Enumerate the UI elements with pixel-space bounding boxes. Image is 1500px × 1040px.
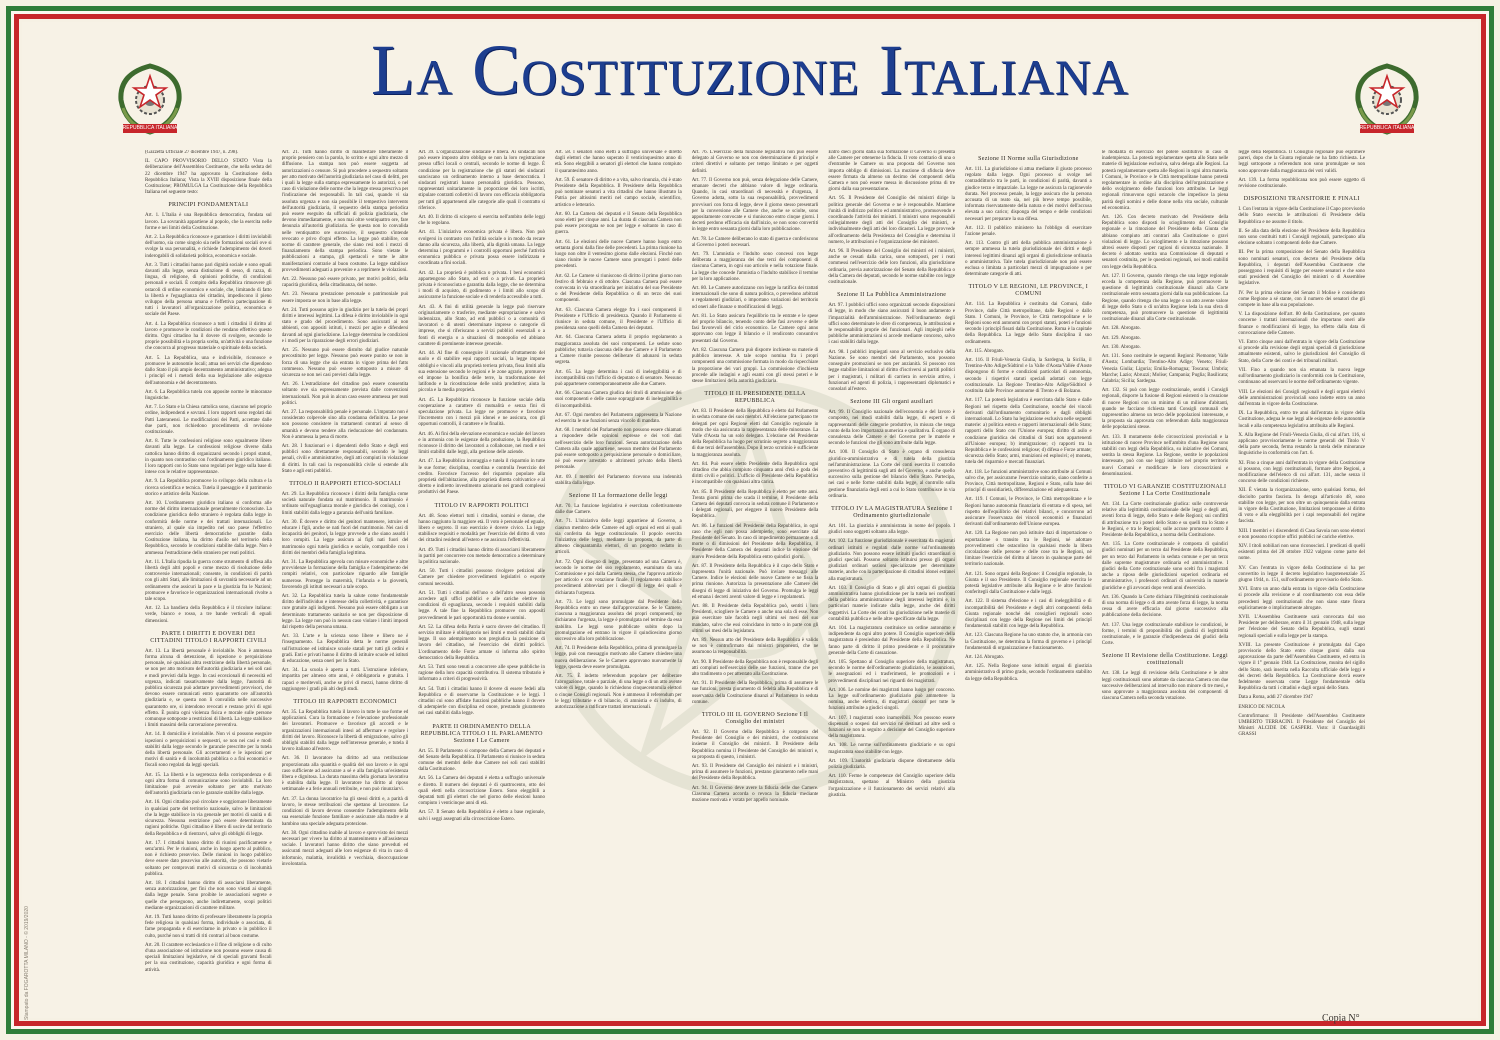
section-heading: TITOLO III RAPPORTI ECONOMICI (293, 699, 397, 706)
text-column (965, 150, 1092, 1030)
section-heading: Sezione II Revisione della Costituzione. Leggi costituzionali (1102, 653, 1228, 667)
article-text: Art. 32. La Repubblica tutela la salute come fondamentale diritto dell'individuo e interesse della collettività, e garantisce cure gratuite agli indigenti. Nessuno può essere obbligato a un determinato trattamento sanitario se non per disposizione di legge. La legge non può in nessun caso violare i limiti imposti dal rispetto della persona umana. (281, 594, 409, 631)
article-text: Art. 91. Il Presidente della Repubblica, prima di assumere le sue funzioni, presta giuramento di fedeltà alla Repubblica e di osservanza della Costituzione dinanzi al Parlamento in seduta comune. (691, 681, 819, 705)
article-text: Art. 129. Abrogato. (1101, 335, 1141, 341)
article-text: Art. 68. I membri del Parlamento non possono essere chiamati a rispondere delle opinioni espresse e dei voti dati nell'esercizio delle loro funzioni. Senza autorizzazione della Camera alla quale appartiene, nessun membro del Parlamento può essere sottoposto a perquisizione personale o domiciliare, né può essere arrestato o altrimenti privato della libertà personale. (555, 428, 682, 471)
article-text: Art. 86. Le funzioni del Presidente della Repubblica, in ogni caso che egli non possa adempierle, sono esercitate dal Presidente del Senato. In caso di impedimento permanente o di morte o di dimissioni del Presidente della Repubblica, il Presidente della Camera dei deputati indice la elezione del nuovo Presidente della Repubblica entro quindici giorni. (691, 523, 819, 560)
article-text: Art. 49. Tutti i cittadini hanno diritto di associarsi liberamente in partiti per concorrere con metodo democratico a determinare la politica nazionale. (418, 547, 546, 565)
article-text: Art. 83. Il Presidente della Repubblica è eletto dal Parlamento in seduta comune dei suoi membri. All'elezione partecipano tre delegati per ogni Regione eletti dal Consiglio regionale in modo che sia assicurata la rappresentanza delle minoranze. La Valle d'Aosta ha un solo delegato. L'elezione del Presidente della Repubblica ha luogo per scrutinio segreto a maggioranza di due terzi dell'assemblea. Dopo il terzo scrutinio è sufficiente la maggioranza assoluta. (691, 409, 819, 458)
article-text: Art. 87. Il Presidente della Repubblica è il capo dello Stato e rappresenta l'unità nazionale. Può inviare messaggi alle Camere. Indice le elezioni delle nuove Camere e ne fissa la prima riunione. Autorizza la presentazione alle Camere dei disegni di legge di iniziativa del Governo. Promulga le leggi ed emana i decreti aventi valore di legge e i regolamenti. (691, 563, 819, 600)
article-text: legge della Repubblica. Il Consiglio regionale può esprimere pareri, dopo che la Giunta regionale ne ha fatto richiesta. Le leggi sottoposte a referendum non sono promulgate se non sono approvate dalla maggioranza dei voti validi. (1238, 150, 1366, 174)
article-text: Art. 89. Nessun atto del Presidente della Repubblica è valido se non è controfirmato dai ministri proponenti, che ne assumono la responsabilità. (691, 638, 819, 656)
article-text: Art. 29. La Repubblica riconosce i diritti della famiglia come società naturale fondata sul matrimonio. Il matrimonio è ordinato sull'eguaglianza morale e giuridica dei coniugi, con i limiti stabiliti dalla legge a garanzia dell'unità familiare. (281, 491, 409, 516)
article-text: Art. 11. L'Italia ripudia la guerra come strumento di offesa alla libertà degli altri popoli e come mezzo di risoluzione delle controversie internazionali; consente, in condizioni di parità con gli altri Stati, alle limitazioni di sovranità necessarie ad un ordinamento che assicuri la pace e la giustizia fra le Nazioni; promuove e favorisce le organizzazioni internazionali rivolte a tale scopo. (145, 559, 272, 602)
article-text: Art. 30. È dovere e diritto dei genitori mantenere, istruire ed educare i figli, anche se nati fuori del matrimonio. Nei casi di incapacità dei genitori, la legge provvede a che siano assolti i loro compiti. La legge assicura ai figli nati fuori del matrimonio ogni tutela giuridica e sociale, compatibile con i diritti dei membri della famiglia legittima. (281, 519, 409, 556)
article-text: Art. 109. L'autorità giudiziaria dispone direttamente della polizia giudiziaria. (828, 758, 956, 771)
article-text: I. Con l'entrata in vigore della Costituzione il Capo provvisorio dello Stato esercita le attribuzioni di Presidente della Repubblica e ne assume il titolo. (1238, 207, 1366, 225)
article-text: Art. 53. Tutti sono tenuti a concorrere alle spese pubbliche in ragione della loro capacità contributiva. Il sistema tributario è informato a criteri di progressività. (418, 665, 546, 683)
article-text: Art. 65. La legge determina i casi di ineleggibilità e di incompatibilità con l'ufficio di deputato o di senatore. Nessuno può appartenere contemporaneamente alle due Camere. (555, 369, 682, 387)
article-text: Art. 73. Le leggi sono promulgate dal Presidente della Repubblica entro un mese dall'approvazione. Se le Camere, ciascuna a maggioranza assoluta dei propri componenti, ne dichiarano l'urgenza, la legge è promulgata nel termine da essa stabilito. Le leggi sono pubblicate subito dopo la promulgazione ed entrano in vigore il quindicesimo giorno successivo alla loro pubblicazione. (555, 599, 682, 643)
article-text: Art. 23. Nessuna prestazione personale o patrimoniale può essere imposta se non in base alla legge. (281, 292, 409, 304)
section-heading: PRINCIPI FONDAMENTALI (168, 202, 249, 209)
article-text: Art. 2. La Repubblica riconosce e garantisce i diritti inviolabili dell'uomo, sia come singolo sia nelle formazioni sociali ove si svolge la sua personalità, e richiede l'adempimento dei doveri inderogabili di solidarietà politica, economica e sociale. (145, 235, 272, 259)
section-heading: TITOLO III IL GOVERNO Sezione I Il Consiglio dei ministri (701, 712, 809, 726)
section-heading: Sezione III Gli organi ausiliari (850, 399, 934, 406)
article-text: Art. 139. La forma repubblicana non può essere oggetto di revisione costituzionale. (1238, 177, 1366, 190)
article-text: Art. 114. La Repubblica è costituita dai Comuni, dalle Province, dalle Città metropolitane, dalle Regioni e dallo Stato. I Comuni, le Province, le Città metropolitane e le Regioni sono enti autonomi con propri statuti, poteri e funzioni secondo i principî fissati dalla Costituzione. Roma è la capitale della Repubblica. La legge dello Stato disciplina il suo ordinamento. (965, 302, 1092, 345)
article-text: Art. 108. Le norme sull'ordinamento giudiziario e su ogni magistratura sono stabilite con legge. (828, 743, 956, 755)
section-heading: TITOLO VI GARANZIE COSTITUZIONALI Sezione I La Corte Costituzionale (1103, 483, 1227, 497)
article-text: Art. 122. Il sistema d'elezione e i casi di ineleggibilità e di incompatibilità del Presidente e degli altri componenti della Giunta regionale nonché dei consiglieri regionali sono disciplinati con legge della Regione nei limiti dei principî fondamentali stabiliti con legge della Repubblica. (965, 599, 1092, 630)
article-text: Art. 33. L'arte e la scienza sono libere e libero ne è l'insegnamento. La Repubblica detta le norme generali sull'istruzione ed istituisce scuole statali per tutti gli ordini e gradi. Enti e privati hanno il diritto di istituire scuole ed istituti di educazione, senza oneri per lo Stato. (281, 634, 409, 665)
text-column (282, 150, 409, 1030)
article-text: Art. 63. Ciascuna Camera elegge fra i suoi componenti il Presidente e l'Ufficio di presidenza. Quando il Parlamento si riunisce in seduta comune, il Presidente e l'Ufficio di presidenza sono quelli della Camera dei deputati. (555, 307, 682, 332)
article-text: Art. 128. Abrogato. (1101, 326, 1141, 332)
article-text: Art. 134. La Corte costituzionale giudica: sulle controversie relative alla legittimità costituzionale delle leggi e degli atti, aventi forza di legge, dello Stato e delle Regioni; sui conflitti di attribuzione tra i poteri dello Stato e su quelli tra lo Stato e le Regioni, e tra le Regioni; sulle accuse promosse contro il Presidente della Repubblica, a norma della Costituzione. (1101, 501, 1229, 538)
article-text: Art. 88. Il Presidente della Repubblica può, sentiti i loro Presidenti, sciogliere le Camere o anche una sola di esse. Non può esercitare tale facoltà negli ultimi sei mesi del suo mandato, salvo che essi coincidano in tutto o in parte con gli ultimi sei mesi della legislatura. (691, 604, 819, 634)
copy-number-label: Copia N° (1322, 1013, 1360, 1024)
article-text: XIV. I titoli nobiliari non sono riconosciuti. I predicati di quelli esistenti prima del 28 ottobre 1922 valgono come parte del nome. (1238, 543, 1366, 562)
article-text: Art. 92. Il Governo della Repubblica è composto del Presidente del Consiglio e dei ministri, che costituiscono insieme il Consiglio dei ministri. Il Presidente della Repubblica nomina il Presidente del Consiglio dei ministri e, su proposta di questo, i ministri. (691, 730, 819, 760)
article-text: Art. 26. L'estradizione del cittadino può essere consentita soltanto ove sia espressamente prevista dalle convenzioni internazionali. Non può in alcun caso essere ammessa per reati politici. (281, 382, 409, 406)
article-text: Art. 85. Il Presidente della Repubblica è eletto per sette anni. Trenta giorni prima che scada il termine, il Presidente della Camera dei deputati convoca in seduta comune il Parlamento e i delegati regionali, per eleggere il nuovo Presidente della Repubblica. (691, 489, 819, 520)
article-text: Art. 135. La Corte costituzionale è composta di quindici giudici nominati per un terzo dal Presidente della Repubblica, per un terzo dal Parlamento in seduta comune e per un terzo dalle supreme magistrature ordinaria ed amministrative. I giudici della Corte costituzionale sono scelti fra i magistrati anche a riposo delle giurisdizioni superiori ordinaria ed amministrative, i professori ordinari di università in materie giuridiche e gli avvocati dopo venti anni d'esercizio. (1101, 542, 1229, 591)
article-text: Art. 132. Si può con legge costituzionale, sentiti i Consigli regionali, disporre la fusione di Regioni esistenti o la creazione di nuove Regioni con un minimo di un milione d'abitanti, quando ne facciano richiesta tanti Consigli comunali che rappresentino almeno un terzo delle popolazioni interessate, e la proposta sia approvata con referendum dalla maggioranza delle popolazioni stesse. (1101, 388, 1229, 431)
article-text: IV. Per la prima elezione del Senato il Molise è considerato come Regione a sé stante, con il numero dei senatori che gli compete in base alla sua popolazione. (1238, 290, 1366, 309)
article-text: ENRICO DE NICOLA (1238, 704, 1286, 710)
article-text: Art. 72. Ogni disegno di legge, presentato ad una Camera è, secondo le norme del suo regolamento, esaminato da una Commissione e poi dalla Camera stessa, che l'approva articolo per articolo e con votazione finale. Il regolamento stabilisce procedimenti abbreviati per i disegni di legge dei quali è dichiarata l'urgenza. (555, 559, 682, 596)
section-heading: Sezione II La Pubblica Amministrazione (837, 292, 947, 299)
text-column (692, 150, 819, 1030)
article-text: Art. 35. La Repubblica tutela il lavoro in tutte le sue forme ed applicazioni. Cura la formazione e l'elevazione professionale dei lavoratori. Promuove e favorisce gli accordi e le organizzazioni internazionali intesi ad affermare e regolare i diritti del lavoro. Riconosce la libertà di emigrazione, salvo gli obblighi stabiliti dalla legge nell'interesse generale, e tutela il lavoro italiano all'estero. (281, 710, 409, 753)
article-text: Art. 126. Con decreto motivato del Presidente della Repubblica sono disposti lo scioglimento del Consiglio regionale e la rimozione del Presidente della Giunta che abbiano compiuto atti contrari alla Costituzione o gravi violazioni di legge. Lo scioglimento e la rimozione possono altresì essere disposti per ragioni di sicurezza nazionale. Il decreto è adottato sentita una Commissione di deputati e senatori costituita, per le questioni regionali, nei modi stabiliti con legge della Repubblica. (1101, 215, 1229, 270)
article-text: IX. La Repubblica, entro tre anni dall'entrata in vigore della Costituzione, adegua le sue leggi alle esigenze delle autonomie locali e alla competenza legislativa attribuita alle Regioni. (1238, 411, 1366, 429)
article-text: Art. 47. La Repubblica incoraggia e tutela il risparmio in tutte le sue forme; disciplina, coordina e controlla l'esercizio del credito. Favorisce l'accesso del risparmio popolare alla proprietà dell'abitazione, alla proprietà diretta coltivatrice e al diretto e indiretto investimento azionario nei grandi complessi produttivi del Paese. (418, 459, 546, 496)
article-text: II. Se alla data della elezione del Presidente della Repubblica non sono costituiti tutti i Consigli regionali, partecipano alla elezione soltanto i componenti delle due Camere. (1238, 228, 1366, 247)
article-text: Art. 70. La funzione legislativa è esercitata collettivamente dalle due Camere. (555, 503, 682, 516)
article-text: Art. 56. La Camera dei deputati è eletta a suffragio universale e diretto. Il numero dei deputati è di quattrocento, otto dei quali eletti nella circoscrizione Estero. Sono eleggibili a deputati tutti gli elettori che nel giorno delle elezioni hanno compiuto i venticinque anni di età. (418, 776, 546, 807)
article-text: Art. 31. La Repubblica agevola con misure economiche e altre provvidenze la formazione della famiglia e l'adempimento dei compiti relativi, con particolare riguardo alle famiglie numerose. Protegge la maternità, l'infanzia e la gioventù, favorendo gli istituti necessari a tale scopo. (281, 559, 409, 590)
article-text: Art. 19. Tutti hanno diritto di professare liberamente la propria fede religiosa in qualsiasi forma, individuale o associata, di farne propaganda e di esercitarne in privato o in pubblico il culto, purché non si tratti di riti contrari al buon costume. (145, 914, 272, 939)
section-heading: TITOLO II IL PRESIDENTE DELLA REPUBBLICA (704, 391, 806, 405)
article-text: le modalità di esercizio del potere sostitutivo in caso di inadempienza. La potestà regolamentare spetta allo Stato nelle materie di legislazione esclusiva, salva delega alle Regioni. La potestà regolamentare spetta alle Regioni in ogni altra materia. I Comuni, le Province e le Città metropolitane hanno potestà regolamentare in ordine alla disciplina dell'organizzazione e dello svolgimento delle funzioni loro attribuite. Le leggi regionali rimuovono ogni ostacolo che impedisce la piena parità degli uomini e delle donne nella vita sociale, culturale ed economica. (1101, 150, 1229, 211)
text-column (418, 150, 545, 1030)
emblem-ribbon-label-left: REPUBBLICA ITALIANA (122, 125, 178, 131)
article-text: Art. 93. Il Presidente del Consiglio dei ministri e i ministri, prima di assumere le funzioni, prestano giuramento nelle mani del Presidente della Repubblica. (691, 764, 819, 782)
print-note-text: Stampato da FOGAROTTA MILANO - © 2019/2020 (24, 906, 30, 1020)
article-text: Art. 28. I funzionari e i dipendenti dello Stato e degli enti pubblici sono direttamente responsabili, secondo le leggi penali, civili e amministrative, degli atti compiuti in violazione di diritti. In tali casi la responsabilità civile si estende allo Stato e agli enti pubblici. (281, 443, 409, 474)
article-text: Art. 10. L'ordinamento giuridico italiano si conforma alle norme del diritto internazionale generalmente riconosciute. La condizione giuridica dello straniero è regolata dalla legge in conformità delle norme e dei trattati internazionali. Lo straniero, al quale sia impedito nel suo paese l'effettivo esercizio delle libertà democratiche garantite dalla Costituzione italiana, ha diritto d'asilo nel territorio della Repubblica, secondo le condizioni stabilite dalla legge. Non è ammessa l'estradizione dello straniero per reati politici. (145, 500, 272, 556)
article-text: III. Per la prima composizione del Senato della Repubblica sono nominati senatori, con decreto del Presidente della Repubblica, i deputati dell'Assemblea Costituente che posseggono i requisiti di legge per essere senatori e che sono stati presidenti del Consiglio dei ministri o di Assemblee legislative. (1238, 250, 1366, 287)
article-text: Art. 95. Il Presidente del Consiglio dei ministri dirige la politica generale del Governo e ne è responsabile. Mantiene l'unità di indirizzo politico ed amministrativo, promuovendo e coordinando l'attività dei ministri. I ministri sono responsabili collegialmente degli atti del Consiglio dei ministri, e individualmente degli atti dei loro dicasteri. La legge provvede all'ordinamento della Presidenza del Consiglio e determina il numero, le attribuzioni e l'organizzazione dei ministeri. (828, 196, 956, 245)
article-text: Art. 98. I pubblici impiegati sono al servizio esclusivo della Nazione. Se sono membri del Parlamento, non possono conseguire promozioni se non per anzianità. Si possono con legge stabilire limitazioni al diritto d'iscriversi ai partiti politici per i magistrati, i militari di carriera in servizio attivo, i funzionari ed agenti di polizia, i rappresentanti diplomatici e consolari all'estero. (828, 349, 956, 392)
section-heading: TITOLO IV RAPPORTI POLITICI (434, 502, 529, 509)
article-text: Art. 123. Ciascuna Regione ha uno statuto che, in armonia con la Costituzione, ne determina la forma di governo e i principî fondamentali di organizzazione e funzionamento. (965, 633, 1092, 651)
article-text: Art. 80. Le Camere autorizzano con legge la ratifica dei trattati internazionali che sono di natura politica, o prevedono arbitrati o regolamenti giudiziari, o importano variazioni del territorio od oneri alle finanze o modificazioni di leggi. (691, 286, 819, 310)
article-text: Art. 34. La scuola è aperta a tutti. L'istruzione inferiore, impartita per almeno otto anni, è obbligatoria e gratuita. I capaci e meritevoli, anche se privi di mezzi, hanno diritto di raggiungere i gradi più alti degli studi. (281, 668, 409, 692)
article-text: Art. 7. Lo Stato e la Chiesa cattolica sono, ciascuno nel proprio ordine, indipendenti e sovrani. I loro rapporti sono regolati dai Patti Lateranensi. Le modificazioni dei Patti, accettate dalle due parti, non richiedono procedimento di revisione costituzionale. (145, 405, 272, 435)
article-text: Art. 12. La bandiera della Repubblica è il tricolore italiano: verde, bianco e rosso, a tre bande verticali di eguali dimensioni. (145, 606, 272, 624)
article-text: Art. 15. La libertà e la segretezza della corrispondenza e di ogni altra forma di comunicazione sono inviolabili. La loro limitazione può avvenire soltanto per atto motivato dell'autorità giudiziaria con le garanzie stabilite dalla legge. (145, 772, 272, 797)
article-text: Art. 105. Spettano al Consiglio superiore della magistratura, secondo le norme dell'ordinamento giudiziario, le assunzioni, le assegnazioni ed i trasferimenti, le promozioni e i provvedimenti disciplinari nei riguardi dei magistrati. (828, 660, 956, 684)
article-text: Art. 82. Ciascuna Camera può disporre inchieste su materie di pubblico interesse. A tale scopo nomina fra i propri componenti una commissione formata in modo da rispecchiare la proporzione dei vari gruppi. La commissione d'inchiesta procede alle indagini e agli esami con gli stessi poteri e le stesse limitazioni della autorità giudiziaria. (691, 347, 819, 384)
article-text: Art. 55. Il Parlamento si compone della Camera dei deputati e del Senato della Repubblica. Il Parlamento si riunisce in seduta comune dei membri delle due Camere nei soli casi stabiliti dalla Costituzione. (418, 748, 546, 773)
section-heading: Sezione II Norme sulla Giurisdizione (978, 156, 1079, 162)
article-text: Art. 131. Sono costituite le seguenti Regioni: Piemonte; Valle d'Aosta; Lombardia; Trentino-Alto Adige; Veneto; Friuli-Venezia Giulia; Liguria; Emilia-Romagna; Toscana; Umbria; Marche; Lazio; Abruzzi; Molise; Campania; Puglia; Basilicata; Calabria; Sicilia; Sardegna. (1101, 354, 1229, 384)
emblem-ribbon-label-right: REPUBBLICA ITALIANA (1359, 125, 1415, 131)
article-text: Art. 42. La proprietà è pubblica o privata. I beni economici appartengono allo Stato, ad enti o a privati. La proprietà privata è riconosciuta e garantita dalla legge, che ne determina i modi di acquisto, di godimento e i limiti allo scopo di assicurarne la funzione sociale e di renderla accessibile a tutti. (418, 270, 546, 301)
article-text: Art. 137. Una legge costituzionale stabilisce le condizioni, le forme, i termini di proponibilità dei giudizi di legittimità costituzionale, e le garanzie d'indipendenza dei giudici della Corte. (1101, 622, 1229, 647)
text-columns (145, 150, 1365, 1030)
article-text: Art. 4. La Repubblica riconosce a tutti i cittadini il diritto al lavoro e promuove le condizioni che rendano effettivo questo diritto. Ogni cittadino ha il dovere di svolgere, secondo le proprie possibilità e la propria scelta, un'attività o una funzione che concorra al progresso materiale o spirituale della società. (145, 321, 272, 352)
article-text: Data a Roma, addì 27 dicembre 1947 (1238, 695, 1313, 701)
article-text: Art. 118. Le funzioni amministrative sono attribuite ai Comuni salvo che, per assicurarne l'esercizio unitario, siano conferite a Province, Città metropolitane, Regioni e Stato, sulla base dei principî di sussidiarietà, differenziazione ed adeguatezza. (965, 469, 1092, 494)
article-text: (Gazzetta Ufficiale 27 dicembre 1947, n. 298). (145, 150, 239, 155)
article-text: Entro dieci giorni dalla sua formazione il Governo si presenta alle Camere per ottenerne la fiducia. Il voto contrario di una o d'entrambe le Camere su una proposta del Governo non importa obbligo di dimissioni. La mozione di sfiducia deve essere firmata da almeno un decimo dei componenti della Camera e non può essere messa in discussione prima di tre giorni dalla sua presentazione. (828, 150, 956, 193)
article-text: Art. 81. Lo Stato assicura l'equilibrio tra le entrate e le spese del proprio bilancio, tenendo conto delle fasi avverse e delle fasi favorevoli del ciclo economico. Le Camere ogni anno approvano con legge il bilancio e il rendiconto consuntivo presentati dal Governo. (691, 313, 819, 344)
article-text: Art. 20. Il carattere ecclesiastico e il fine di religione o di culto d'una associazione od istituzione non possono essere causa di speciali limitazioni legislative, né di speciali gravami fiscali per la sua costituzione, capacità giuridica e ogni forma di attività. (145, 942, 272, 973)
article-text: Art. 94. Il Governo deve avere la fiducia delle due Camere. Ciascuna Camera accorda o revoca la fiducia mediante mozione motivata e votata per appello nominale. (691, 785, 819, 804)
article-text: IL CAPO PROVVISORIO DELLO STATO Vista la deliberazione dell'Assemblea Costituente, che nella seduta del 22 dicembre 1947 ha approvato la Costituzione della Repubblica Italiana; Vista la XVIII disposizione finale della Costituzione; PROMULGA La Costituzione della Repubblica Italiana nel seguente testo: (145, 159, 272, 196)
article-text: Art. 100. Il Consiglio di Stato è organo di consulenza giuridico-amministrativa e di tutela della giustizia nell'amministrazione. La Corte dei conti esercita il controllo preventivo di legittimità sugli atti del Governo, e anche quello successivo sulla gestione del bilancio dello Stato. Partecipa, nei casi e nelle forme stabiliti dalla legge, al controllo sulla gestione finanziaria degli enti a cui lo Stato contribuisce in via ordinaria. (828, 450, 956, 499)
article-text: Art. 75. È indetto referendum popolare per deliberare l'abrogazione, totale o parziale, di una legge o di un atto avente valore di legge, quando lo richiedono cinquecentomila elettori o cinque Consigli regionali. Non è ammesso il referendum per le leggi tributarie e di bilancio, di amnistia e di indulto, di autorizzazione a ratificare trattati internazionali. (555, 674, 682, 711)
article-text: Art. 120. La Regione non può istituire dazi di importazione o esportazione o transito tra le Regioni, né adottare provvedimenti che ostacolino in qualsiasi modo la libera circolazione delle persone e delle cose tra le Regioni, né limitare l'esercizio del diritto al lavoro in qualunque parte del territorio nazionale. (965, 531, 1092, 568)
article-text: Art. 52. La difesa della Patria è sacro dovere del cittadino. Il servizio militare è obbligatorio nei limiti e modi stabiliti dalla legge. Il suo adempimento non pregiudica la posizione di lavoro del cittadino, né l'esercizio dei diritti politici. L'ordinamento delle Forze armate si informa allo spirito democratico della Repubblica. (418, 624, 546, 661)
article-text: Art. 110. Ferme le competenze del Consiglio superiore della magistratura, spettano al Ministro della giustizia l'organizzazione e il funzionamento dei servizi relativi alla giustizia. (828, 774, 956, 798)
article-text: Art. 17. I cittadini hanno diritto di riunirsi pacificamente e senz'armi. Per le riunioni, anche in luogo aperto al pubblico, non è richiesto preavviso. Delle riunioni in luogo pubblico deve essere dato preavviso alle autorità, che possono vietarle soltanto per comprovati motivi di sicurezza o di incolumità pubblica. (145, 840, 272, 877)
article-text: Art. 121. Sono organi della Regione: il Consiglio regionale, la Giunta e il suo Presidente. Il Consiglio regionale esercita le potestà legislative attribuite alla Regione e le altre funzioni conferitegli dalla Costituzione e dalle leggi. (965, 571, 1092, 596)
article-text: XVIII. La presente Costituzione è promulgata dal Capo provvisorio dello Stato entro cinque giorni dalla sua approvazione da parte dell'Assemblea Costituente, ed entra in vigore il 1° gennaio 1948. La Costituzione, munita del sigillo dello Stato, sarà inserita nella Raccolta ufficiale delle leggi e dei decreti della Repubblica. La Costituzione dovrà essere fedelmente osservata come Legge fondamentale della Repubblica da tutti i cittadini e dagli organi dello Stato. (1238, 642, 1366, 692)
article-text: Art. 106. Le nomine dei magistrati hanno luogo per concorso. La legge sull'ordinamento giudiziario può ammettere la nomina, anche elettiva, di magistrati onorari per tutte le funzioni attribuite a giudici singoli. (828, 687, 956, 712)
article-text: Art. 125. Nella Regione sono istituiti organi di giustizia amministrativa di primo grado, secondo l'ordinamento stabilito da legge della Repubblica. (965, 664, 1092, 682)
section-heading: Sezione II La formazione delle leggi (569, 492, 668, 499)
article-text: Art. 41. L'iniziativa economica privata è libera. Non può svolgersi in contrasto con l'utilità sociale o in modo da recare danno alla sicurezza, alla libertà, alla dignità umana. La legge determina i programmi e i controlli opportuni perché l'attività economica pubblica e privata possa essere indirizzata e coordinata a fini sociali. (418, 230, 546, 267)
article-text: Art. 1. L'Italia è una Repubblica democratica, fondata sul lavoro. La sovranità appartiene al popolo, che la esercita nelle forme e nei limiti della Costituzione. (145, 213, 272, 231)
article-text: Art. 16. Ogni cittadino può circolare e soggiornare liberamente in qualsiasi parte del territorio nazionale, salvo le limitazioni che la legge stabilisce in via generale per motivi di sanità o di sicurezza. Nessuna restrizione può essere determinata da ragioni politiche. Ogni cittadino è libero di uscire dal territorio della Repubblica e di rientrarvi, salvo gli obblighi di legge. (145, 800, 272, 837)
article-text: Art. 127. Il Governo, quando ritenga che una legge regionale ecceda la competenza della Regione, può promuovere la questione di legittimità costituzionale dinanzi alla Corte costituzionale entro sessanta giorni dalla sua pubblicazione. La Regione, quando ritenga che una legge o un atto avente valore di legge dello Stato o di un'altra Regione leda la sua sfera di competenza, può promuovere la questione di legittimità costituzionale dinanzi alla Corte costituzionale. (1101, 273, 1229, 323)
article-text: Art. 67. Ogni membro del Parlamento rappresenta la Nazione ed esercita le sue funzioni senza vincolo di mandato. (555, 412, 682, 424)
article-text: Art. 45. La Repubblica riconosce la funzione sociale della cooperazione a carattere di mutualità e senza fini di speculazione privata. La legge ne promuove e favorisce l'incremento con i mezzi più idonei e ne assicura, con gli opportuni controlli, il carattere e le finalità. (418, 397, 546, 428)
article-text: Art. 69. I membri del Parlamento ricevono una indennità stabilita dalla legge. (555, 474, 682, 486)
article-text: XII. È vietata la riorganizzazione, sotto qualsiasi forma, del disciolto partito fascista. In deroga all'articolo 48, sono stabilite con legge, per non oltre un quinquennio dalla entrata in vigore della Costituzione, limitazioni temporanee al diritto di voto e alla eleggibilità per i capi responsabili del regime fascista. (1238, 488, 1366, 525)
article-text: Controfirmano: Il Presidente dell'Assemblea Costituente UMBERTO TERRACINI. Il Presidente del Consiglio dei Ministri ALCIDE DE GASPERI. Visto: il Guardasigilli GRASSI (1238, 713, 1366, 738)
article-text: Art. 9. La Repubblica promuove lo sviluppo della cultura e la ricerca scientifica e tecnica. Tutela il paesaggio e il patrimonio storico e artistico della Nazione. (145, 479, 272, 497)
article-text: Art. 66. Ciascuna Camera giudica dei titoli di ammissione dei suoi componenti e delle cause sopraggiunte di ineleggibilità e di incompatibilità. (555, 391, 682, 409)
article-text: VIII. Le elezioni dei Consigli regionali e degli organi elettivi delle amministrazioni provinciali sono indette entro un anno dall'entrata in vigore della Costituzione. (1238, 389, 1366, 407)
article-text: XIII. I membri e i discendenti di Casa Savoia non sono elettori e non possono ricoprire uffici pubblici né cariche elettive. (1238, 528, 1366, 540)
article-text: Art. 90. Il Presidente della Repubblica non è responsabile degli atti compiuti nell'esercizio delle sue funzioni, tranne che per alto tradimento o per attentato alla Costituzione. (691, 659, 819, 678)
section-heading: TITOLO V LE REGIONI, LE PROVINCE, I COMUNI (968, 284, 1089, 298)
article-text: Art. 124. Abrogato. (965, 655, 1005, 661)
section-heading: PARTE I DIRITTI E DOVERI DEI CITTADINI TITOLO I RAPPORTI CIVILI (150, 630, 267, 644)
article-text: VII. Fino a quando non sia emanata la nuova legge sull'ordinamento giudiziario in conformità con la Costituzione, continuano ad osservarsi le norme dell'ordinamento vigente. (1238, 367, 1366, 386)
article-text: Art. 21. Tutti hanno diritto di manifestare liberamente il proprio pensiero con la parola, lo scritto e ogni altro mezzo di diffusione. La stampa non può essere soggetta ad autorizzazioni o censure. Si può procedere a sequestro soltanto per atto motivato dell'autorità giudiziaria nel caso di delitti, per i quali la legge sulla stampa espressamente lo autorizzi, o nel caso di violazione delle norme che la legge stessa prescriva per l'indicazione dei responsabili. In tali casi, quando vi sia assoluta urgenza e non sia possibile il tempestivo intervento dell'autorità giudiziaria, il sequestro della stampa periodica può essere eseguito da ufficiali di polizia giudiziaria, che devono immediatamente, e non mai oltre ventiquattro ore, fare denunzia all'autorità giudiziaria. Se questa non lo convalida nelle ventiquattro ore successive, il sequestro s'intende revocato e privo d'ogni effetto. La legge può stabilire, con norme di carattere generale, che siano resi noti i mezzi di finanziamento della stampa periodica. Sono vietate le pubblicazioni a stampa, gli spettacoli e tutte le altre manifestazioni contrarie al buon costume. La legge stabilisce provvedimenti adeguati a prevenire e a reprimere le violazioni. (281, 150, 409, 273)
article-text: Art. 117. La potestà legislativa è esercitata dallo Stato e dalle Regioni nel rispetto della Costituzione, nonché dei vincoli derivanti dall'ordinamento comunitario e dagli obblighi internazionali. Lo Stato ha legislazione esclusiva nelle seguenti materie: a) politica estera e rapporti internazionali dello Stato; rapporti dello Stato con l'Unione europea; diritto di asilo e condizione giuridica dei cittadini di Stati non appartenenti all'Unione europea; b) immigrazione; c) rapporti tra la Repubblica e le confessioni religiose; d) difesa e Forze armate; sicurezza dello Stato; armi, munizioni ed esplosivi; e) moneta, tutela del risparmio e mercati finanziari. (965, 398, 1092, 466)
article-text: Art. 54. Tutti i cittadini hanno il dovere di essere fedeli alla Repubblica e di osservarne la Costituzione e le leggi. I cittadini cui sono affidate funzioni pubbliche hanno il dovere di adempierle con disciplina ed onore, prestando giuramento nei casi stabiliti dalla legge. (418, 686, 546, 717)
article-text: Art. 119. I Comuni, le Province, le Città metropolitane e le Regioni hanno autonomia finanziaria di entrata e di spesa, nel rispetto dell'equilibrio dei relativi bilanci, e concorrono ad assicurare l'osservanza dei vincoli economici e finanziari derivanti dall'ordinamento dell'Unione europea. (965, 497, 1092, 528)
article-text: Art. 6. La Repubblica tutela con apposite norme le minoranze linguistiche. (145, 389, 272, 401)
article-text: Art. 99. Il Consiglio nazionale dell'economia e del lavoro è composto, nei modi stabiliti dalla legge, di esperti e di rappresentanti delle categorie produttive, in misura che tenga conto della loro importanza numerica e qualitativa. È organo di consulenza delle Camere e del Governo per le materie e secondo le funzioni che gli sono attribuite dalla legge. (828, 410, 956, 447)
article-text: Art. 104. La magistratura costituisce un ordine autonomo e indipendente da ogni altro potere. Il Consiglio superiore della magistratura è presieduto dal Presidente della Repubblica. Ne fanno parte di diritto il primo presidente e il procuratore generale della Corte di cassazione. (828, 626, 956, 656)
article-text: Art. 74. Il Presidente della Repubblica, prima di promulgare la legge, può con messaggio motivato alle Camere chiedere una nuova deliberazione. Se le Camere approvano nuovamente la legge, questa deve essere promulgata. (555, 646, 682, 670)
article-text: XVI. Entro un anno dalla entrata in vigore della Costituzione si procede alla revisione e al coordinamento con essa delle precedenti leggi costituzionali che non siano state finora esplicitamente o implicitamente abrogate. (1238, 587, 1366, 611)
article-text: Art. 57. Il Senato della Repubblica è eletto a base regionale, salvi i seggi assegnati alla circoscrizione Estero. (418, 810, 546, 822)
text-column (555, 150, 682, 1030)
article-text: Art. 112. Il pubblico ministero ha l'obbligo di esercitare l'azione penale. (965, 225, 1092, 238)
article-text: Art. 40. Il diritto di sciopero si esercita nell'ambito delle leggi che lo regolano. (418, 215, 546, 227)
article-text: Art. 58. I senatori sono eletti a suffragio universale e diretto dagli elettori che hanno superato il venticinquesimo anno di età. Sono eleggibili a senatori gli elettori che hanno compiuto il quarantesimo anno. (555, 150, 682, 174)
article-text: Art. 136. Quando la Corte dichiara l'illegittimità costituzionale di una norma di legge o di atto avente forza di legge, la norma cessa di avere efficacia dal giorno successivo alla pubblicazione della decisione. (1101, 594, 1229, 619)
article-text: X. Alla Regione del Friuli-Venezia Giulia, di cui all'art. 116, si applicano provvisoriamente le norme generali del Titolo V della parte seconda, ferma restando la tutela delle minoranze linguistiche in conformità con l'art. 6. (1238, 432, 1366, 457)
article-text: Art. 71. L'iniziativa delle leggi appartiene al Governo, a ciascun membro delle Camere ed agli organi ed enti ai quali sia conferita da legge costituzionale. Il popolo esercita l'iniziativa delle leggi, mediante la proposta, da parte di almeno cinquantamila elettori, di un progetto redatto in articoli. (555, 519, 682, 556)
text-column (145, 150, 272, 1030)
print-note (24, 840, 34, 1020)
section-heading: TITOLO IV LA MAGISTRATURA Sezione I Ordinamento giurisdizionale (831, 505, 953, 519)
article-text: Art. 50. Tutti i cittadini possono rivolgere petizioni alle Camere per chiedere provvedimenti legislativi o esporre comuni necessità. (418, 569, 546, 587)
section-heading: DISPOSIZIONI TRANSITORIE E FINALI (1243, 196, 1360, 203)
article-text: Art. 64. Ciascuna Camera adotta il proprio regolamento a maggioranza assoluta dei suoi componenti. Le sedute sono pubbliche; tuttavia ciascuna delle due Camere e il Parlamento a Camere riunite possono deliberare di adunarsi in seduta segreta. (555, 335, 682, 366)
article-text: Art. 79. L'amnistia e l'indulto sono concessi con legge deliberata a maggioranza dei due terzi dei componenti di ciascuna Camera, in ogni suo articolo e nella votazione finale. La legge che concede l'amnistia o l'indulto stabilisce il termine per la loro applicazione. (691, 252, 819, 282)
article-text: Art. 22. Nessuno può essere privato, per motivi politici, della capacità giuridica, della cittadinanza, del nome. (281, 277, 409, 289)
section-heading: TITOLO II RAPPORTI ETICO-SOCIALI (289, 480, 401, 487)
article-text: Art. 44. Al fine di conseguire il razionale sfruttamento del suolo e di stabilire equi rapporti sociali, la legge impone obblighi e vincoli alla proprietà terriera privata, fissa limiti alla sua estensione secondo le regioni e le zone agrarie, promuove ed impone la bonifica delle terre, la trasformazione del latifondo e la ricostituzione delle unità produttive; aiuta la piccola e la media proprietà. (418, 351, 546, 394)
article-text: Art. 25. Nessuno può essere distolto dal giudice naturale precostituito per legge. Nessuno può essere punito se non in forza di una legge che sia entrata in vigore prima del fatto commesso. Nessuno può essere sottoposto a misure di sicurezza se non nei casi previsti dalla legge. (281, 348, 409, 378)
article-text: Art. 27. La responsabilità penale è personale. L'imputato non è considerato colpevole sino alla condanna definitiva. Le pene non possono consistere in trattamenti contrari al senso di umanità e devono tendere alla rieducazione del condannato. Non è ammessa la pena di morte. (281, 409, 409, 440)
article-text: Art. 5. La Repubblica, una e indivisibile, riconosce e promuove le autonomie locali; attua nei servizi che dipendono dallo Stato il più ampio decentramento amministrativo; adegua i principî ed i metodi della sua legislazione alle esigenze dell'autonomia e del decentramento. (145, 355, 272, 386)
article-text: Art. 103. Il Consiglio di Stato e gli altri organi di giustizia amministrativa hanno giurisdizione per la tutela nei confronti della pubblica amministrazione degli interessi legittimi e, in particolari materie indicate dalla legge, anche dei diritti soggettivi. La Corte dei conti ha giurisdizione nelle materie di contabilità pubblica e nelle altre specificate dalla legge. (828, 585, 956, 622)
article-text: Art. 101. La giustizia è amministrata in nome del popolo. I giudici sono soggetti soltanto alla legge. (828, 523, 956, 536)
section-heading: PARTE II ORDINAMENTO DELLA REPUBBLICA TITOLO I IL PARLAMENTO Sezione I Le Camere (420, 723, 543, 744)
article-text: Art. 78. Le Camere deliberano lo stato di guerra e conferiscono al Governo i poteri necessari. (691, 236, 819, 248)
article-text: Art. 96. Il Presidente del Consiglio dei ministri ed i ministri, anche se cessati dalla carica, sono sottoposti, per i reati commessi nell'esercizio delle loro funzioni, alla giurisdizione ordinaria, previa autorizzazione del Senato della Repubblica o della Camera dei deputati, secondo le norme stabilite con legge costituzionale. (828, 249, 956, 286)
article-text: Art. 36. Il lavoratore ha diritto ad una retribuzione proporzionata alla quantità e qualità del suo lavoro e in ogni caso sufficiente ad assicurare a sé e alla famiglia un'esistenza libera e dignitosa. La durata massima della giornata lavorativa è stabilita dalla legge. Il lavoratore ha diritto al riposo settimanale e a ferie annuali retribuite, e non può rinunziarvi. (281, 756, 409, 793)
article-text: Art. 46. Ai fini della elevazione economica e sociale del lavoro e in armonia con le esigenze della produzione, la Repubblica riconosce il diritto dei lavoratori a collaborare, nei modi e nei limiti stabiliti dalle leggi, alla gestione delle aziende. (418, 431, 546, 456)
article-text: Art. 133. Il mutamento delle circoscrizioni provinciali e la istituzione di nuove Province nell'ambito d'una Regione sono stabiliti con leggi della Repubblica, su iniziative dei Comuni, sentita la stessa Regione. La Regione, sentite le popolazioni interessate, può con sue leggi istituire nel proprio territorio nuovi Comuni e modificare le loro circoscrizioni e denominazioni. (1101, 434, 1229, 477)
text-column (828, 150, 955, 1030)
article-text: Art. 48. Sono elettori tutti i cittadini, uomini e donne, che hanno raggiunto la maggiore età. Il voto è personale ed eguale, libero e segreto. Il suo esercizio è dovere civico. La legge stabilisce requisiti e modalità per l'esercizio del diritto di voto dei cittadini residenti all'estero e ne assicura l'effettività. (418, 513, 546, 544)
article-text: Art. 76. L'esercizio della funzione legislativa non può essere delegato al Governo se non con determinazione di principî e criteri direttivi e soltanto per tempo limitato e per oggetti definiti. (691, 150, 819, 174)
text-column (1238, 150, 1365, 1030)
article-text: Art. 113. Contro gli atti della pubblica amministrazione è sempre ammessa la tutela giurisdizionale dei diritti e degli interessi legittimi dinanzi agli organi di giurisdizione ordinaria o amministrativa. Tale tutela giurisdizionale non può essere esclusa o limitata a particolari mezzi di impugnazione o per determinate categorie di atti. (965, 241, 1092, 278)
article-text: Art. 61. Le elezioni delle nuove Camere hanno luogo entro settanta giorni dalla fine delle precedenti. La prima riunione ha luogo non oltre il ventesimo giorno dalle elezioni. Finché non siano riunite le nuove Camere sono prorogati i poteri delle precedenti. (555, 239, 682, 270)
article-text: Art. 97. I pubblici uffici sono organizzati secondo disposizioni di legge, in modo che siano assicurati il buon andamento e l'imparzialità dell'amministrazione. Nell'ordinamento degli uffici sono determinate le sfere di competenza, le attribuzioni e le responsabilità proprie dei funzionari. Agli impieghi nelle pubbliche amministrazioni si accede mediante concorso, salvo i casi stabiliti dalla legge. (828, 303, 956, 346)
article-text: VI. Entro cinque anni dall'entrata in vigore della Costituzione si procede alla revisione degli organi speciali di giurisdizione attualmente esistenti, salvo le giurisdizioni del Consiglio di Stato, della Corte dei conti e dei tribunali militari. (1238, 340, 1366, 364)
article-text: Art. 8. Tutte le confessioni religiose sono egualmente libere davanti alla legge. Le confessioni religiose diverse dalla cattolica hanno diritto di organizzarsi secondo i propri statuti, in quanto non contrastino con l'ordinamento giuridico italiano. I loro rapporti con lo Stato sono regolati per legge sulla base di intese con le relative rappresentanze. (145, 439, 272, 476)
article-text: Art. 138. Le leggi di revisione della Costituzione e le altre leggi costituzionali sono adottate da ciascuna Camera con due successive deliberazioni ad intervallo non minore di tre mesi, e sono approvate a maggioranza assoluta dei componenti di ciascuna Camera nella seconda votazione. (1101, 671, 1229, 702)
article-text: Art. 14. Il domicilio è inviolabile. Non vi si possono eseguire ispezioni o perquisizioni o sequestri, se non nei casi e modi stabiliti dalla legge secondo le garanzie prescritte per la tutela della libertà personale. Gli accertamenti e le ispezioni per motivi di sanità e di incolumità pubblica o a fini economici e fiscali sono regolati da leggi speciali. (145, 732, 272, 769)
article-text: XVII. L'Assemblea Costituente sarà convocata dal suo Presidente per deliberare, entro il 31 gennaio 1948, sulla legge per l'elezione del Senato della Repubblica, sugli statuti regionali speciali e sulla legge per la stampa. (1238, 615, 1366, 639)
article-text: Art. 39. L'organizzazione sindacale è libera. Ai sindacati non può essere imposto altro obbligo se non la loro registrazione presso uffici locali o centrali, secondo le norme di legge. È condizione per la registrazione che gli statuti dei sindacati sanciscano un ordinamento interno a base democratica. I sindacati registrati hanno personalità giuridica. Possono, rappresentati unitariamente in proporzione dei loro iscritti, stipulare contratti collettivi di lavoro con efficacia obbligatoria per tutti gli appartenenti alle categorie alle quali il contratto si riferisce. (418, 150, 546, 211)
article-text: XI. Fino a cinque anni dall'entrata in vigore della Costituzione si possono, con leggi costituzionali, formare altre Regioni, a modificazione dell'elenco di cui all'art. 131, anche senza il concorso delle condizioni richieste. (1238, 460, 1366, 485)
article-text: Art. 3. Tutti i cittadini hanno pari dignità sociale e sono eguali davanti alla legge, senza distinzione di sesso, di razza, di lingua, di religione, di opinioni politiche, di condizioni personali e sociali. È compito della Repubblica rimuovere gli ostacoli di ordine economico e sociale, che, limitando di fatto la libertà e l'eguaglianza dei cittadini, impediscono il pieno sviluppo della persona umana e l'effettiva partecipazione di tutti i lavoratori all'organizzazione politica, economica e sociale del Paese. (145, 262, 272, 318)
article-text: Art. 102. La funzione giurisdizionale è esercitata da magistrati ordinari istituiti e regolati dalle norme sull'ordinamento giudiziario. Non possono essere istituiti giudici straordinari o giudici speciali. Possono soltanto istituirsi presso gli organi giudiziari ordinari sezioni specializzate per determinate materie, anche con la partecipazione di cittadini idonei estranei alla magistratura. (828, 539, 956, 582)
article-text: Art. 107. I magistrati sono inamovibili. Non possono essere dispensati o sospesi dal servizio né destinati ad altre sedi o funzioni se non in seguito a decisione del Consiglio superiore della magistratura. (828, 715, 956, 740)
article-text: Art. 115. Abrogato. (965, 348, 1004, 354)
article-text: Art. 130. Abrogato. (1101, 344, 1141, 350)
article-text: XV. Con l'entrata in vigore della Costituzione si ha per convertito in legge il decreto legislativo luogotenenziale 25 giugno 1944, n. 151, sull'ordinamento provvisorio dello Stato. (1238, 565, 1366, 583)
article-text: Art. 24. Tutti possono agire in giudizio per la tutela dei propri diritti e interessi legittimi. La difesa è diritto inviolabile in ogni stato e grado del procedimento. Sono assicurati ai non abbienti, con appositi istituti, i mezzi per agire e difendersi davanti ad ogni giurisdizione. La legge determina le condizioni e i modi per la riparazione degli errori giudiziari. (281, 307, 409, 344)
article-text: Art. 38. Ogni cittadino inabile al lavoro e sprovvisto dei mezzi necessari per vivere ha diritto al mantenimento e all'assistenza sociale. I lavoratori hanno diritto che siano preveduti ed assicurati mezzi adeguati alle loro esigenze di vita in caso di infortunio, malattia, invalidità e vecchiaia, disoccupazione involontaria. (281, 830, 409, 867)
article-text: Art. 18. I cittadini hanno diritto di associarsi liberamente, senza autorizzazione, per fini che non sono vietati ai singoli dalla legge penale. Sono proibite le associazioni segrete e quelle che perseguono, anche indirettamente, scopi politici mediante organizzazioni di carattere militare. (145, 880, 272, 911)
text-column (1102, 150, 1229, 1030)
article-text: Art. 13. La libertà personale è inviolabile. Non è ammessa forma alcuna di detenzione, di ispezione o perquisizione personale, né qualsiasi altra restrizione della libertà personale, se non per atto motivato dell'autorità giudiziaria e nei soli casi e modi previsti dalla legge. In casi eccezionali di necessità ed urgenza, indicati tassativamente dalla legge, l'autorità di pubblica sicurezza può adottare provvedimenti provvisori, che devono essere comunicati entro quarantotto ore all'autorità giudiziaria e, se questa non li convalida nelle successive quarantotto ore, si intendono revocati e restano privi di ogni effetto. È punita ogni violenza fisica e morale sulle persone comunque sottoposte a restrizioni di libertà. La legge stabilisce i limiti massimi della carcerazione preventiva. (145, 648, 272, 729)
article-text: Art. 77. Il Governo non può, senza delegazione delle Camere, emanare decreti che abbiano valore di legge ordinaria. Quando, in casi straordinari di necessità e d'urgenza, il Governo adotta, sotto la sua responsabilità, provvedimenti provvisori con forza di legge, deve il giorno stesso presentarli per la conversione alle Camere che, anche se sciolte, sono appositamente convocate e si riuniscono entro cinque giorni. I decreti perdono efficacia sin dall'inizio, se non sono convertiti in legge entro sessanta giorni dalla loro pubblicazione. (691, 177, 819, 233)
article-text: Art. 37. La donna lavoratrice ha gli stessi diritti e, a parità di lavoro, le stesse retribuzioni che spettano al lavoratore. Le condizioni di lavoro devono consentire l'adempimento della sua essenziale funzione familiare e assicurare alla madre e al bambino una speciale adeguata protezione. (281, 796, 409, 827)
article-text: V. La disposizione dell'art. 80 della Costituzione, per quanto concerne i trattati internazionali che importano oneri alle finanze o modificazioni di legge, ha effetto dalla data di convocazione delle Camere. (1238, 312, 1366, 336)
poster-title: La Costituzione Italiana (371, 30, 1129, 110)
article-text: Art. 51. Tutti i cittadini dell'uno o dell'altro sesso possono accedere agli uffici pubblici e alle cariche elettive in condizioni di eguaglianza, secondo i requisiti stabiliti dalla legge. A tale fine la Repubblica promuove con appositi provvedimenti le pari opportunità tra donne e uomini. (418, 590, 546, 621)
article-text: Art. 62. Le Camere si riuniscono di diritto il primo giorno non festivo di febbraio e di ottobre. Ciascuna Camera può essere convocata in via straordinaria per iniziativa del suo Presidente o del Presidente della Repubblica o di un terzo dei suoi componenti. (555, 273, 682, 304)
article-text: Art. 59. È senatore di diritto e a vita, salvo rinunzia, chi è stato Presidente della Repubblica. Il Presidente della Repubblica può nominare senatori a vita cittadini che hanno illustrato la Patria per altissimi meriti nel campo sociale, scientifico, artistico e letterario. (555, 177, 682, 208)
article-text: Art. 116. Il Friuli-Venezia Giulia, la Sardegna, la Sicilia, il Trentino-Alto Adige/Südtirol e la Valle d'Aosta/Vallée d'Aoste dispongono di forme e condizioni particolari di autonomia, secondo i rispettivi statuti speciali adottati con legge costituzionale. La Regione Trentino-Alto Adige/Südtirol è costituita dalle Province autonome di Trento e di Bolzano. (965, 358, 1092, 395)
article-text: Art. 84. Può essere eletto Presidente della Repubblica ogni cittadino che abbia compiuto cinquanta anni d'età e goda dei diritti civili e politici. L'ufficio di Presidente della Repubblica è incompatibile con qualsiasi altra carica. (691, 461, 819, 486)
article-text: Art. 43. A fini di utilità generale la legge può riservare originariamente o trasferire, mediante espropriazione e salvo indennizzo, allo Stato, ad enti pubblici o a comunità di lavoratori o di utenti determinate imprese o categorie di imprese, che si riferiscano a servizi pubblici essenziali o a fonti di energia o a situazioni di monopolio ed abbiano carattere di preminente interesse generale. (418, 304, 546, 347)
article-text: Art. 111. La giurisdizione si attua mediante il giusto processo regolato dalla legge. Ogni processo si svolge nel contraddittorio tra le parti, in condizioni di parità, davanti a giudice terzo e imparziale. La legge ne assicura la ragionevole durata. Nel processo penale, la legge assicura che la persona accusata di un reato sia, nel più breve tempo possibile, informata riservatamente della natura e dei motivi dell'accusa elevata a suo carico; disponga del tempo e delle condizioni necessari per preparare la sua difesa. (965, 167, 1092, 222)
article-text: Art. 60. La Camera dei deputati e il Senato della Repubblica sono eletti per cinque anni. La durata di ciascuna Camera non può essere prorogata se non per legge e soltanto in caso di guerra. (555, 211, 682, 236)
